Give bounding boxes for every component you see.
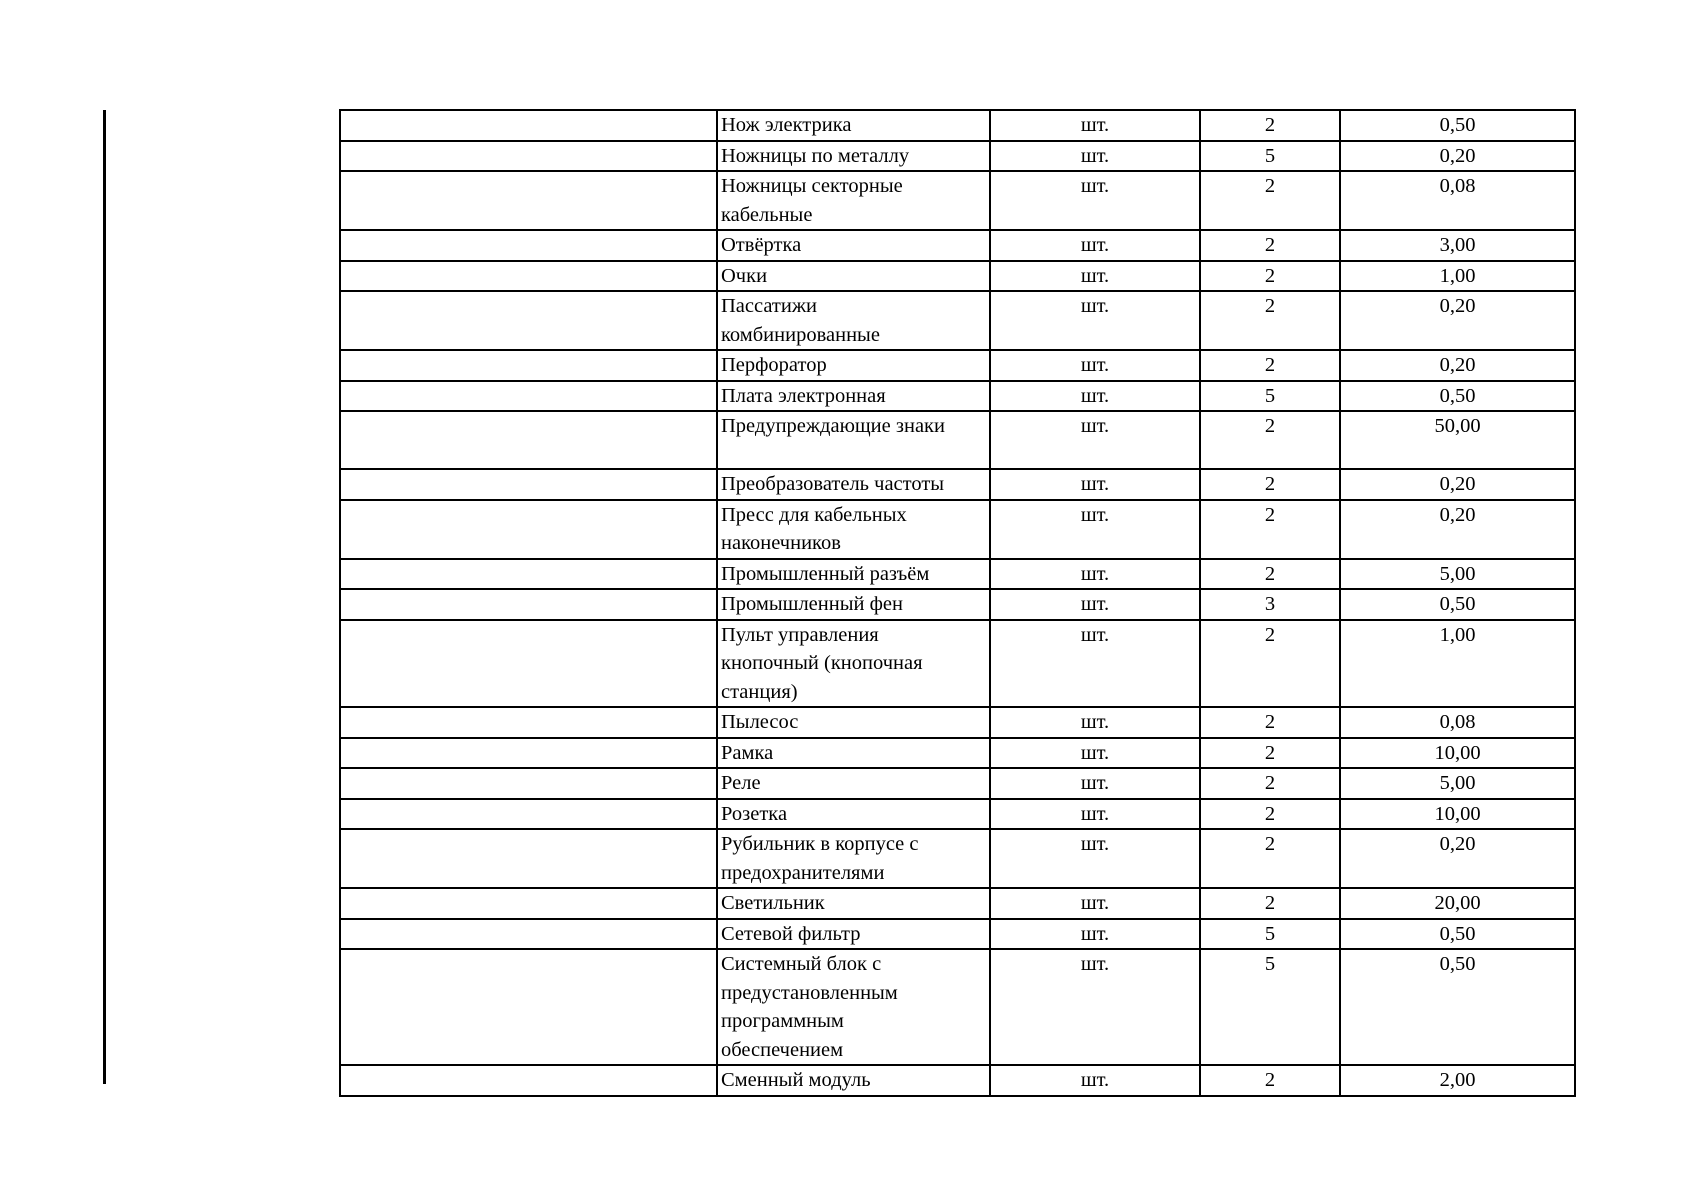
table-row xyxy=(340,141,1575,172)
item-name: Пылесос xyxy=(721,711,799,733)
item-name-cell xyxy=(717,469,990,500)
empty-cell xyxy=(340,707,717,738)
item-name-cell xyxy=(717,261,990,292)
value-cell: 0,50 xyxy=(1340,589,1575,620)
quantity-cell: 3 xyxy=(1200,589,1340,620)
table-row xyxy=(340,469,1575,500)
item-name: Сетевой фильтр xyxy=(721,922,861,945)
empty-cell xyxy=(340,589,717,620)
equipment-table xyxy=(339,109,1576,1097)
item-name: Пульт управления кнопочный (кнопочная станция) xyxy=(721,623,923,703)
value-cell: 10,00 xyxy=(1340,738,1575,769)
item-name-cell xyxy=(717,230,990,261)
item-name: Отвёртка xyxy=(721,234,802,256)
unit-cell: шт. xyxy=(990,559,1200,590)
unit-cell: шт. xyxy=(990,141,1200,172)
unit-cell: шт. xyxy=(990,919,1200,950)
quantity-cell: 2 xyxy=(1200,829,1340,888)
table-row xyxy=(340,799,1575,830)
table-row xyxy=(340,350,1575,381)
item-name: Реле xyxy=(721,772,761,794)
item-name: Промышленный фен xyxy=(721,593,903,615)
item-name-cell xyxy=(717,1065,990,1096)
empty-cell xyxy=(340,411,717,469)
table-row xyxy=(340,768,1575,799)
item-name-cell xyxy=(717,381,990,412)
quantity-cell: 2 xyxy=(1200,799,1340,830)
quantity-cell: 5 xyxy=(1200,919,1340,950)
unit-cell: шт. xyxy=(990,500,1200,559)
unit-cell: шт. xyxy=(990,589,1200,620)
empty-cell xyxy=(340,350,717,381)
unit-cell: шт. xyxy=(990,171,1200,230)
empty-cell xyxy=(340,738,717,769)
item-name: Очки xyxy=(721,264,768,287)
unit-cell: шт. xyxy=(990,768,1200,799)
table-row xyxy=(340,738,1575,769)
value-cell: 2,00 xyxy=(1340,1065,1575,1096)
value-cell: 0,20 xyxy=(1340,350,1575,381)
item-name: Нож электрика xyxy=(721,114,852,136)
item-name-cell xyxy=(717,768,990,799)
unit-cell: шт. xyxy=(990,110,1200,141)
item-name: Системный блок с предустановленным программным обеспечением xyxy=(721,953,898,1061)
unit-cell: шт. xyxy=(990,411,1200,469)
value-cell: 0,50 xyxy=(1340,110,1575,141)
item-name: Предупреждающие знаки xyxy=(721,415,945,437)
table-row xyxy=(340,411,1575,469)
table-row xyxy=(340,559,1575,590)
unit-cell: шт. xyxy=(990,261,1200,292)
quantity-cell: 2 xyxy=(1200,261,1340,292)
quantity-cell: 2 xyxy=(1200,500,1340,559)
value-cell: 0,20 xyxy=(1340,469,1575,500)
value-cell: 0,20 xyxy=(1340,829,1575,888)
table-row xyxy=(340,707,1575,738)
table-row xyxy=(340,949,1575,1065)
empty-cell xyxy=(340,141,717,172)
item-name: Розетка xyxy=(721,802,788,825)
item-name: Пресс для кабельных наконечников xyxy=(721,503,907,554)
unit-cell: шт. xyxy=(990,1065,1200,1096)
value-cell: 1,00 xyxy=(1340,261,1575,292)
item-name-cell xyxy=(717,171,990,230)
value-cell: 5,00 xyxy=(1340,768,1575,799)
unit-cell: шт. xyxy=(990,381,1200,412)
value-cell: 3,00 xyxy=(1340,230,1575,261)
value-cell: 0,20 xyxy=(1340,500,1575,559)
empty-cell xyxy=(340,888,717,919)
empty-cell xyxy=(340,768,717,799)
unit-cell: шт. xyxy=(990,469,1200,500)
table-row xyxy=(340,261,1575,292)
quantity-cell: 2 xyxy=(1200,888,1340,919)
empty-cell xyxy=(340,261,717,292)
empty-cell xyxy=(340,1065,717,1096)
quantity-cell: 2 xyxy=(1200,469,1340,500)
table-row xyxy=(340,291,1575,350)
quantity-cell: 2 xyxy=(1200,411,1340,469)
value-cell: 1,00 xyxy=(1340,620,1575,708)
value-cell: 0,20 xyxy=(1340,291,1575,350)
empty-cell xyxy=(340,829,717,888)
item-name-cell xyxy=(717,559,990,590)
value-cell: 0,08 xyxy=(1340,707,1575,738)
quantity-cell: 5 xyxy=(1200,381,1340,412)
value-cell: 0,08 xyxy=(1340,171,1575,230)
table-row xyxy=(340,171,1575,230)
empty-cell xyxy=(340,799,717,830)
item-name-cell xyxy=(717,500,990,559)
quantity-cell: 2 xyxy=(1200,620,1340,708)
unit-cell: шт. xyxy=(990,230,1200,261)
value-cell: 0,50 xyxy=(1340,949,1575,1065)
empty-cell xyxy=(340,620,717,708)
empty-cell xyxy=(340,381,717,412)
quantity-cell: 2 xyxy=(1200,1065,1340,1096)
item-name-cell xyxy=(717,888,990,919)
item-name: Плата электронная xyxy=(721,384,886,407)
quantity-cell: 2 xyxy=(1200,559,1340,590)
unit-cell: шт. xyxy=(990,707,1200,738)
quantity-cell: 5 xyxy=(1200,949,1340,1065)
item-name-cell xyxy=(717,411,990,469)
item-name: Ножницы секторные кабельные xyxy=(721,175,903,226)
table-row xyxy=(340,1065,1575,1096)
unit-cell: шт. xyxy=(990,620,1200,708)
item-name-cell xyxy=(717,589,990,620)
item-name: Рамка xyxy=(721,741,774,764)
quantity-cell: 2 xyxy=(1200,291,1340,350)
item-name-cell xyxy=(717,738,990,769)
value-cell: 0,50 xyxy=(1340,381,1575,412)
item-name-cell xyxy=(717,799,990,830)
item-name: Перфоратор xyxy=(721,354,827,376)
unit-cell: шт. xyxy=(990,799,1200,830)
table-row xyxy=(340,500,1575,559)
value-cell: 20,00 xyxy=(1340,888,1575,919)
item-name: Светильник xyxy=(721,892,825,914)
value-cell: 5,00 xyxy=(1340,559,1575,590)
item-name-cell xyxy=(717,949,990,1065)
unit-cell: шт. xyxy=(990,888,1200,919)
unit-cell: шт. xyxy=(990,949,1200,1065)
table-row xyxy=(340,230,1575,261)
item-name: Сменный модуль xyxy=(721,1069,871,1091)
item-name: Преобразователь частоты xyxy=(721,473,945,495)
empty-cell xyxy=(340,110,717,141)
item-name-cell xyxy=(717,350,990,381)
quantity-cell: 2 xyxy=(1200,171,1340,230)
table-row xyxy=(340,620,1575,708)
unit-cell: шт. xyxy=(990,738,1200,769)
table-row xyxy=(340,829,1575,888)
value-cell: 50,00 xyxy=(1340,411,1575,469)
empty-cell xyxy=(340,171,717,230)
item-name: Рубильник в корпусе с предохранителями xyxy=(721,833,919,884)
value-cell: 0,50 xyxy=(1340,919,1575,950)
value-cell: 0,20 xyxy=(1340,141,1575,172)
unit-cell: шт. xyxy=(990,350,1200,381)
table-row xyxy=(340,381,1575,412)
item-name-cell xyxy=(717,110,990,141)
empty-cell xyxy=(340,559,717,590)
item-name-cell xyxy=(717,707,990,738)
item-name: Ножницы по металлу xyxy=(721,144,910,167)
empty-cell xyxy=(340,500,717,559)
quantity-cell: 2 xyxy=(1200,738,1340,769)
item-name-cell xyxy=(717,620,990,708)
quantity-cell: 2 xyxy=(1200,230,1340,261)
quantity-cell: 2 xyxy=(1200,707,1340,738)
empty-cell xyxy=(340,919,717,950)
table-row xyxy=(340,110,1575,141)
item-name-cell xyxy=(717,291,990,350)
table-row xyxy=(340,589,1575,620)
value-cell: 10,00 xyxy=(1340,799,1575,830)
empty-cell xyxy=(340,469,717,500)
table-body xyxy=(340,110,1575,1096)
item-name: Пассатижи комбинированные xyxy=(721,295,880,346)
table-row xyxy=(340,888,1575,919)
quantity-cell: 2 xyxy=(1200,768,1340,799)
table-row xyxy=(340,919,1575,950)
item-name-cell xyxy=(717,141,990,172)
item-name-cell xyxy=(717,919,990,950)
empty-cell xyxy=(340,230,717,261)
item-name-cell xyxy=(717,829,990,888)
unit-cell: шт. xyxy=(990,291,1200,350)
empty-cell xyxy=(340,291,717,350)
quantity-cell: 2 xyxy=(1200,350,1340,381)
empty-cell xyxy=(340,949,717,1065)
quantity-cell: 5 xyxy=(1200,141,1340,172)
quantity-cell: 2 xyxy=(1200,110,1340,141)
left-margin-line xyxy=(103,110,106,1084)
unit-cell: шт. xyxy=(990,829,1200,888)
item-name: Промышленный разъём xyxy=(721,562,930,585)
